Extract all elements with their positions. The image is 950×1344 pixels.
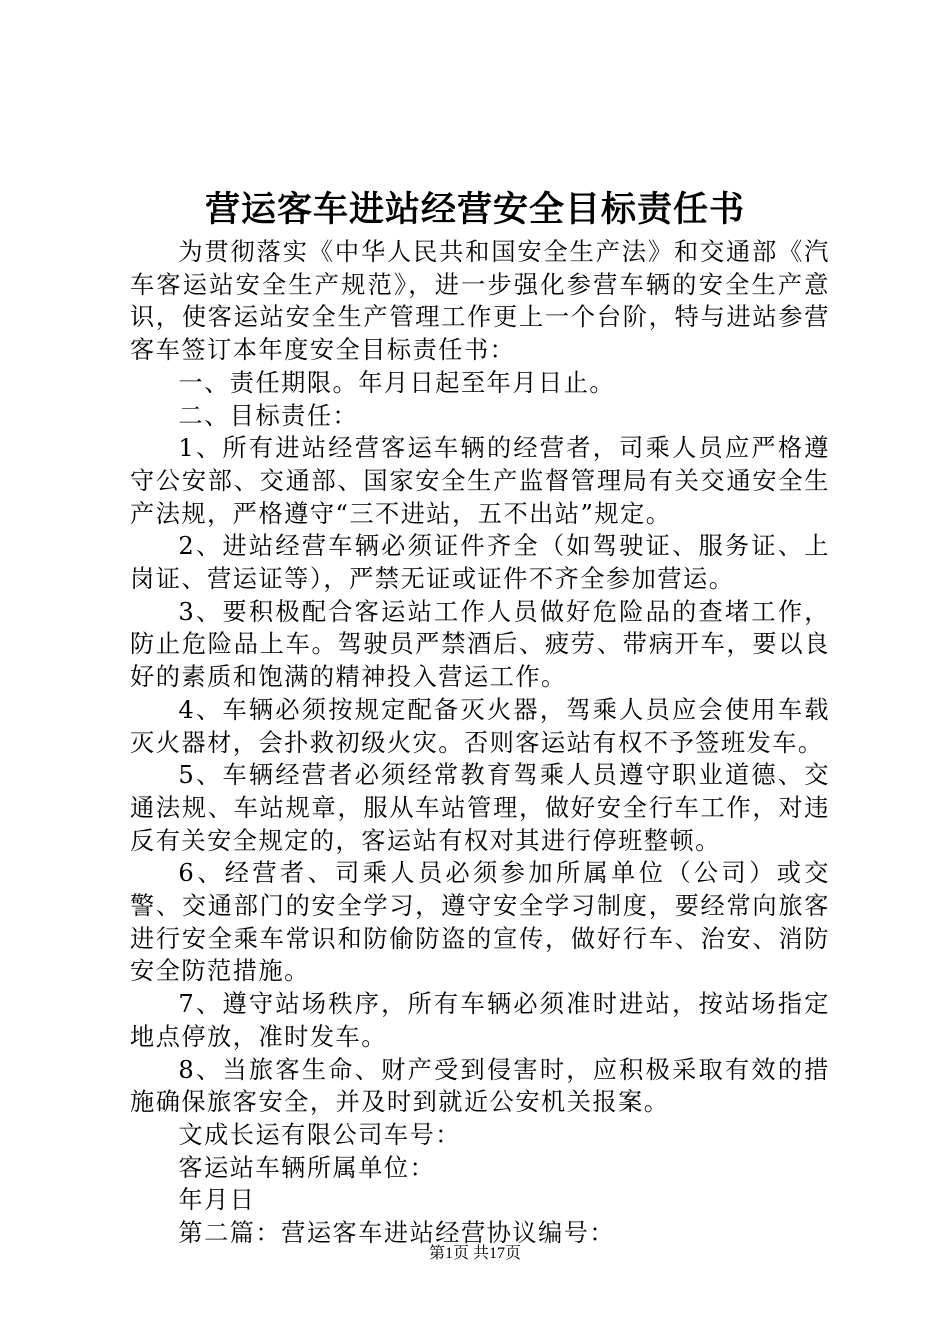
paragraph-item-5: 5、车辆经营者必须经常教育驾乘人员遵守职业道德、交通法规、车站规章，服从车站管理，做好安全行车工作，对违反有关安全规定的，客运站有权对其进行停班整顿。 — [130, 761, 830, 855]
paragraph-goals-heading: 二、目标责任： — [178, 401, 359, 430]
signature-company-line: 文成长运有限公司车号： — [178, 1120, 461, 1149]
page-indicator: 第1页 共17页 — [428, 1245, 521, 1262]
signature-date-line: 年月日 — [178, 1186, 256, 1215]
paragraph-item-1: 1、所有进站经营客运车辆的经营者，司乘人员应严格遵守公安部、交通部、国家安全生产监督管理局有关交通安全生产法规，严格遵守“三不进站，五不出站”规定。 — [130, 434, 830, 528]
paragraph-item-6: 6、经营者、司乘人员必须参加所属单位（公司）或交警、交通部门的安全学习，遵守安全学习制度，要经常向旅客进行安全乘车常识和防偷防盗的宣传，做好行车、治安、消防安全防范措施。 — [130, 859, 830, 986]
signature-unit-line: 客运站车辆所属单位： — [178, 1153, 436, 1182]
paragraph-item-7: 7、遵守站场秩序，所有车辆必须准时进站，按站场指定地点停放，准时发车。 — [130, 990, 830, 1051]
paragraph-item-8: 8、当旅客生命、财产受到侵害时，应积极采取有效的措施确保旅客安全，并及时到就近公安机关报案。 — [130, 1055, 830, 1117]
document-title: 营运客车进站经营安全目标责任书 — [204, 189, 745, 230]
paragraph-item-3: 3、要积极配合客运站工作人员做好危险品的查堵工作，防止危险品上车。驾驶员严禁酒后、疲劳、带病开车，要以良好的素质和饱满的精神投入营运工作。 — [130, 597, 830, 692]
document-body — [130, 236, 830, 1250]
next-section-heading: 第二篇：营运客车进站经营协议编号： — [178, 1219, 616, 1248]
paragraph-item-4: 4、车辆必须按规定配备灭火器，驾乘人员应会使用车载灭火器材，会扑救初级火灾。否则客运站有权不予签班发车。 — [130, 695, 830, 757]
intro-paragraph: 为贯彻落实《中华人民共和国安全生产法》和交通部《汽车客运站安全生产规范》，进一步强化参营车辆的安全生产意识，使客运站安全生产管理工作更上一个台阶，特与进站参营客车签订本年度安全目标责任书： — [130, 238, 830, 365]
paragraph-item-2: 2、进站经营车辆必须证件齐全（如驾驶证、服务证、上岗证、营运证等），严禁无证或证件不齐全参加营运。 — [130, 532, 830, 594]
paragraph-term: 一、责任期限。年月日起至年月日止。 — [178, 368, 616, 397]
